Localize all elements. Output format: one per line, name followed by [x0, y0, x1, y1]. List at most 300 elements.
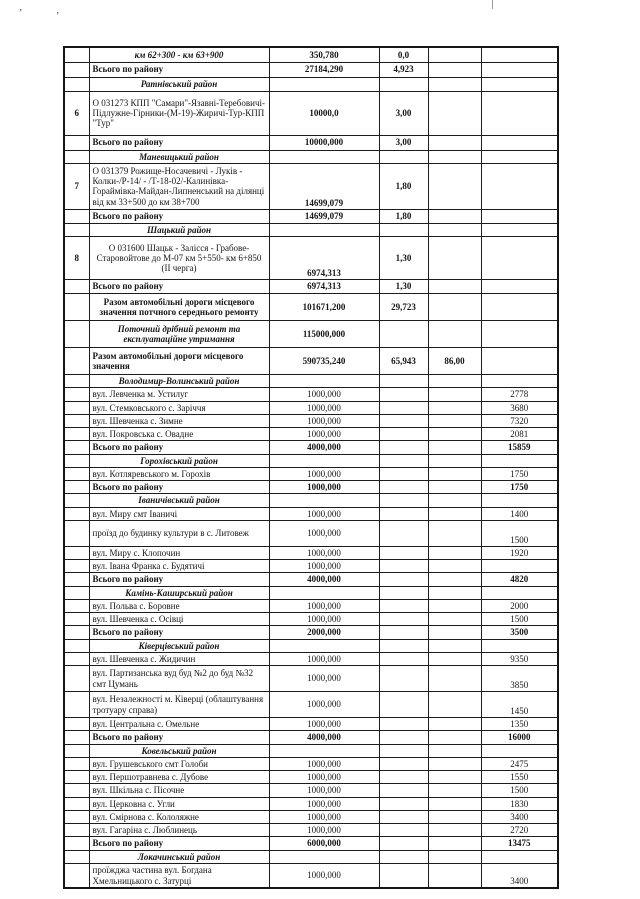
cell-num [64, 626, 89, 639]
cell-num [64, 744, 89, 757]
cell-desc: Всього по району [89, 62, 269, 77]
cell-c4 [379, 454, 428, 467]
cell-c5 [428, 375, 481, 388]
cell-c5 [428, 599, 481, 612]
cell-desc: Шацький район [89, 223, 269, 236]
cell-amount [269, 744, 379, 757]
cell-desc: вул. Шкільна с. Пісочне [89, 784, 269, 797]
cell-desc: вул. Шевченка с. Жидичин [89, 652, 269, 665]
cell-amount: 1000,000 [269, 388, 379, 401]
cell-num [64, 718, 89, 731]
cell-desc: О 031273 КПП "Самари"-Язавні-Теребовичі-Підлужне-Гірники-(М-19)-Жиричі-Тур-КПП "Тур" [89, 91, 269, 135]
cell-amount: 1000,000 [269, 824, 379, 837]
table-row [64, 47, 558, 62]
cell-num [64, 824, 89, 837]
cell-c5 [428, 797, 481, 810]
cell-num [64, 401, 89, 414]
cell-c4 [379, 731, 428, 744]
cell-c5 [428, 237, 481, 280]
cell-num [64, 731, 89, 744]
table-row [64, 401, 558, 414]
table-row [64, 797, 558, 810]
cell-amount: 1000,000 [269, 599, 379, 612]
cell-c4 [379, 560, 428, 573]
cell-desc: вул. Першотравнева с. Дубове [89, 771, 269, 784]
cell-num [64, 639, 89, 652]
cell-desc: вул. Польва с. Боровне [89, 599, 269, 612]
table-row [64, 441, 558, 454]
cell-num [64, 586, 89, 599]
cell-amount: 1000,000 [269, 428, 379, 441]
cell-c6: 16000 [481, 731, 558, 744]
cell-c5 [428, 520, 481, 546]
table-row [64, 692, 558, 718]
cell-c6: 3850 [481, 666, 558, 692]
cell-amount [269, 454, 379, 467]
district-header-row [64, 77, 558, 91]
cell-c6: 2000 [481, 599, 558, 612]
road-repair-table [63, 46, 559, 889]
cell-amount [269, 494, 379, 507]
cell-desc: Горохівський район [89, 454, 269, 467]
cell-c5 [428, 414, 481, 427]
cell-c6: 1750 [481, 481, 558, 494]
cell-amount: 14699,079 [269, 163, 379, 209]
cell-desc: Всього по району [89, 626, 269, 639]
cell-num [64, 441, 89, 454]
cell-c5 [428, 586, 481, 599]
cell-num [64, 348, 89, 375]
table-row [64, 837, 558, 850]
cell-desc: вул. Шевченка с. Осівці [89, 613, 269, 626]
cell-c4 [379, 223, 428, 236]
cell-c5 [428, 573, 481, 586]
table-row [64, 467, 558, 480]
cell-c6 [481, 237, 558, 280]
table-row [64, 824, 558, 837]
cell-c4 [379, 441, 428, 454]
cell-c6: 1750 [481, 467, 558, 480]
cell-amount: 1000,000 [269, 507, 379, 520]
cell-desc: Маневицький район [89, 150, 269, 163]
cell-c6: 1350 [481, 718, 558, 731]
cell-num [64, 375, 89, 388]
district-header-row [64, 375, 558, 388]
cell-c4 [379, 388, 428, 401]
cell-c6 [481, 150, 558, 163]
cell-amount: 1000,000 [269, 652, 379, 665]
cell-c4 [379, 494, 428, 507]
cell-c6 [481, 62, 558, 77]
cell-c6 [481, 294, 558, 321]
cell-c5 [428, 692, 481, 718]
cell-num: 8 [64, 237, 89, 280]
scan-artifact-tick [492, 0, 493, 9]
cell-desc: вул. Котляревського м. Горохів [89, 467, 269, 480]
table-row [64, 652, 558, 665]
cell-c6: 2720 [481, 824, 558, 837]
cell-c6 [481, 639, 558, 652]
cell-num [64, 294, 89, 321]
cell-c5 [428, 62, 481, 77]
cell-c6 [481, 321, 558, 348]
cell-desc: вул. Шевченка с. Зимне [89, 414, 269, 427]
cell-c4 [379, 520, 428, 546]
cell-desc: вул. Миру с. Клопочин [89, 546, 269, 559]
cell-c6: 1830 [481, 797, 558, 810]
cell-c6: 7320 [481, 414, 558, 427]
cell-c5: 86,00 [428, 348, 481, 375]
cell-c4 [379, 586, 428, 599]
table-row [64, 784, 558, 797]
cell-num [64, 784, 89, 797]
cell-num [64, 771, 89, 784]
cell-desc: О 031600 Шацьк - Залісся - Грабове-Старовойтове до М-07 км 5+550- км 6+850 (ІІ черга) [89, 237, 269, 280]
cell-amount: 1000,000 [269, 784, 379, 797]
table-row [64, 237, 558, 280]
cell-c4 [379, 784, 428, 797]
cell-desc: Всього по району [89, 280, 269, 294]
cell-desc: Всього по району [89, 135, 269, 150]
cell-amount: 1000,000 [269, 546, 379, 559]
cell-c6 [481, 135, 558, 150]
cell-desc: вул. Центральна с. Омельне [89, 718, 269, 731]
cell-c6 [481, 850, 558, 863]
cell-c5 [428, 163, 481, 209]
road-table-body [64, 47, 558, 888]
cell-num: 7 [64, 163, 89, 209]
cell-c5 [428, 731, 481, 744]
cell-num: 6 [64, 91, 89, 135]
cell-desc: Всього по району [89, 209, 269, 223]
cell-c5 [428, 135, 481, 150]
cell-c4 [379, 771, 428, 784]
cell-num [64, 560, 89, 573]
district-header-row [64, 223, 558, 236]
cell-amount: 1000,000 [269, 718, 379, 731]
cell-c6 [481, 744, 558, 757]
cell-num [64, 797, 89, 810]
cell-c4 [379, 414, 428, 427]
cell-c5 [428, 223, 481, 236]
cell-c5 [428, 401, 481, 414]
cell-c4: 29,723 [379, 294, 428, 321]
cell-c4 [379, 573, 428, 586]
cell-c5 [428, 744, 481, 757]
cell-desc: Поточний дрібний ремонт та експлуатаційне утримання [89, 321, 269, 348]
cell-c4 [379, 692, 428, 718]
cell-desc: вул. Левченка м. Устилуг [89, 388, 269, 401]
cell-c5 [428, 321, 481, 348]
cell-c6: 1450 [481, 692, 558, 718]
cell-c4 [379, 626, 428, 639]
table-row [64, 599, 558, 612]
table-row [64, 863, 558, 888]
cell-c4 [379, 652, 428, 665]
cell-amount: 14699,079 [269, 209, 379, 223]
cell-c6: 3400 [481, 863, 558, 888]
cell-c5 [428, 280, 481, 294]
cell-c4 [379, 150, 428, 163]
cell-c4 [379, 599, 428, 612]
cell-num [64, 494, 89, 507]
cell-c6: 15859 [481, 441, 558, 454]
cell-desc: вул. Незалежності м. Ківерці (облаштування тротуару справа) [89, 692, 269, 718]
table-row [64, 294, 558, 321]
cell-c6 [481, 560, 558, 573]
cell-c5 [428, 507, 481, 520]
cell-c6: 1500 [481, 613, 558, 626]
cell-amount: 350,780 [269, 47, 379, 62]
cell-amount: 10000,0 [269, 91, 379, 135]
table-row [64, 757, 558, 770]
cell-desc: Всього по району [89, 481, 269, 494]
cell-num [64, 863, 89, 888]
cell-num [64, 520, 89, 546]
cell-desc: вул. Покровська с. Овадне [89, 428, 269, 441]
district-header-row [64, 454, 558, 467]
cell-desc: Всього по району [89, 837, 269, 850]
cell-num [64, 209, 89, 223]
table-row [64, 428, 558, 441]
district-header-row [64, 850, 558, 863]
cell-amount [269, 586, 379, 599]
cell-c6 [481, 91, 558, 135]
cell-num [64, 414, 89, 427]
cell-desc: проїжджа частина вул. Богдана Хмельницького с. Затурці [89, 863, 269, 888]
cell-amount: 27184,290 [269, 62, 379, 77]
cell-desc: вул. Партизанська вуд буд №2 до буд №32 смт Цумань [89, 666, 269, 692]
cell-c6 [481, 47, 558, 62]
cell-c4 [379, 810, 428, 823]
cell-desc: Локачинський район [89, 850, 269, 863]
cell-c6: 1920 [481, 546, 558, 559]
cell-desc: вул. Смірнова с. Кололяжне [89, 810, 269, 823]
cell-c5 [428, 850, 481, 863]
table-row [64, 163, 558, 209]
cell-c4: 1,80 [379, 163, 428, 209]
cell-c5 [428, 77, 481, 91]
cell-num [64, 223, 89, 236]
cell-c5 [428, 666, 481, 692]
district-header-row [64, 586, 558, 599]
cell-c6: 1400 [481, 507, 558, 520]
cell-num [64, 77, 89, 91]
cell-c5 [428, 441, 481, 454]
cell-c6: 1550 [481, 771, 558, 784]
cell-desc: Іваничівський район [89, 494, 269, 507]
cell-c6: 1500 [481, 520, 558, 546]
cell-c4: 3,00 [379, 91, 428, 135]
cell-amount [269, 77, 379, 91]
cell-c5 [428, 546, 481, 559]
cell-c5 [428, 863, 481, 888]
cell-c6: 4820 [481, 573, 558, 586]
cell-c4 [379, 467, 428, 480]
cell-desc: вул. Стемковського с. Заріччя [89, 401, 269, 414]
cell-amount: 1000,000 [269, 666, 379, 692]
cell-c4 [379, 428, 428, 441]
cell-c6: 2778 [481, 388, 558, 401]
cell-c6 [481, 77, 558, 91]
cell-num [64, 837, 89, 850]
cell-amount: 101671,200 [269, 294, 379, 321]
cell-num [64, 652, 89, 665]
cell-amount [269, 375, 379, 388]
cell-amount [269, 150, 379, 163]
table-row [64, 626, 558, 639]
cell-amount: 1000,000 [269, 414, 379, 427]
cell-c5 [428, 209, 481, 223]
table-row [64, 718, 558, 731]
cell-c6 [481, 223, 558, 236]
cell-c6 [481, 348, 558, 375]
table-row [64, 613, 558, 626]
cell-desc: проїзд до будинку культури в с. Литовеж [89, 520, 269, 546]
table-row [64, 810, 558, 823]
cell-desc: Ратнівський район [89, 77, 269, 91]
cell-c6 [481, 280, 558, 294]
cell-num [64, 135, 89, 150]
cell-c4 [379, 824, 428, 837]
cell-desc: Камінь-Каширський район [89, 586, 269, 599]
cell-c6 [481, 494, 558, 507]
cell-c4 [379, 375, 428, 388]
table-row [64, 280, 558, 294]
cell-c5 [428, 771, 481, 784]
table-row [64, 507, 558, 520]
cell-amount [269, 639, 379, 652]
table-row [64, 731, 558, 744]
cell-num [64, 599, 89, 612]
cell-num [64, 454, 89, 467]
cell-c4 [379, 507, 428, 520]
cell-amount: 1000,000 [269, 481, 379, 494]
cell-amount: 1000,000 [269, 520, 379, 546]
cell-c5 [428, 837, 481, 850]
cell-desc: км 62+300 - км 63+900 [89, 47, 269, 62]
district-header-row [64, 744, 558, 757]
table-row [64, 62, 558, 77]
cell-num [64, 613, 89, 626]
cell-c5 [428, 652, 481, 665]
cell-num [64, 692, 89, 718]
cell-desc: Всього по району [89, 573, 269, 586]
cell-amount: 6000,000 [269, 837, 379, 850]
cell-num [64, 388, 89, 401]
cell-num [64, 428, 89, 441]
district-header-row [64, 150, 558, 163]
cell-c6: 9350 [481, 652, 558, 665]
cell-c4 [379, 797, 428, 810]
district-header-row [64, 494, 558, 507]
cell-c6: 3400 [481, 810, 558, 823]
cell-c4 [379, 666, 428, 692]
cell-c4: 0,0 [379, 47, 428, 62]
table-row [64, 388, 558, 401]
cell-amount: 1000,000 [269, 810, 379, 823]
cell-num [64, 546, 89, 559]
cell-c4 [379, 850, 428, 863]
cell-c5 [428, 481, 481, 494]
cell-c6 [481, 163, 558, 209]
table-row [64, 321, 558, 348]
cell-c4: 1,30 [379, 280, 428, 294]
cell-amount: 4000,000 [269, 731, 379, 744]
district-header-row [64, 639, 558, 652]
cell-c4 [379, 481, 428, 494]
cell-c4: 1,30 [379, 237, 428, 280]
cell-desc: вул. Гагаріна с. Люблинець [89, 824, 269, 837]
cell-num [64, 150, 89, 163]
cell-c4: 3,00 [379, 135, 428, 150]
cell-c5 [428, 810, 481, 823]
cell-num [64, 507, 89, 520]
cell-amount: 1000,000 [269, 401, 379, 414]
cell-num [64, 280, 89, 294]
cell-desc: Разом автомобільні дороги місцевого значення [89, 348, 269, 375]
cell-c5 [428, 784, 481, 797]
cell-c5 [428, 626, 481, 639]
cell-c4: 65,943 [379, 348, 428, 375]
cell-c4 [379, 718, 428, 731]
cell-c6: 2081 [481, 428, 558, 441]
cell-c4: 1,80 [379, 209, 428, 223]
cell-desc: вул. Церковна с. Угли [89, 797, 269, 810]
cell-c4: 4,923 [379, 62, 428, 77]
cell-c6: 13475 [481, 837, 558, 850]
cell-c5 [428, 560, 481, 573]
cell-amount: 590735,240 [269, 348, 379, 375]
cell-c6: 2475 [481, 757, 558, 770]
cell-c4 [379, 757, 428, 770]
cell-amount: 6974,313 [269, 237, 379, 280]
cell-c4 [379, 321, 428, 348]
cell-c5 [428, 467, 481, 480]
cell-num [64, 47, 89, 62]
cell-amount [269, 223, 379, 236]
cell-desc: Ковельський район [89, 744, 269, 757]
cell-amount: 115000,000 [269, 321, 379, 348]
cell-c6 [481, 454, 558, 467]
table-row [64, 135, 558, 150]
cell-c5 [428, 294, 481, 321]
cell-amount [269, 850, 379, 863]
table-row [64, 546, 558, 559]
cell-amount: 2000,000 [269, 626, 379, 639]
table-row [64, 91, 558, 135]
cell-amount: 4000,000 [269, 441, 379, 454]
cell-c5 [428, 454, 481, 467]
table-row [64, 481, 558, 494]
cell-c5 [428, 824, 481, 837]
scan-artifact-mark: ʼ [19, 8, 23, 19]
cell-amount: 1000,000 [269, 863, 379, 888]
cell-desc: вул. Івана Франка с. Будятичі [89, 560, 269, 573]
cell-c4 [379, 401, 428, 414]
cell-num [64, 62, 89, 77]
table-row [64, 414, 558, 427]
cell-desc: вул. Миру смт Іваничі [89, 507, 269, 520]
cell-desc: Всього по району [89, 731, 269, 744]
cell-desc: вул. Грушевського смт Голоби [89, 757, 269, 770]
cell-c6: 3680 [481, 401, 558, 414]
cell-c6 [481, 209, 558, 223]
cell-num [64, 757, 89, 770]
cell-desc: О 031379 Рожище-Носачевичі - Луків - Колки-/Р-14/ - /Т-18-02/-Калинівка-Гораймівка-Майдан-Липненський на ділянці від км 33+500 до км 38+700 [89, 163, 269, 209]
table-row [64, 560, 558, 573]
cell-c6 [481, 375, 558, 388]
